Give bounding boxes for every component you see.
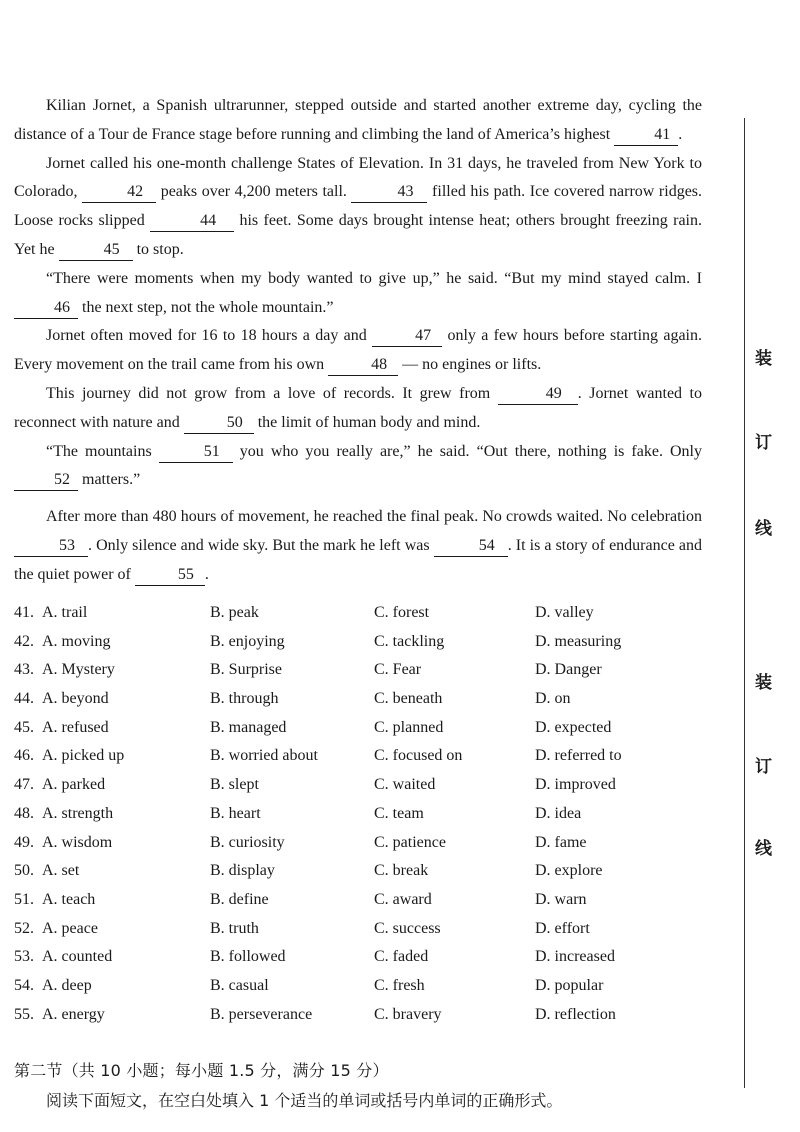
option-d: D. reflection [535, 1005, 616, 1023]
question-number: 50. [14, 862, 34, 880]
option-c: C. Fear [374, 661, 422, 679]
option-c: C. focused on [374, 747, 463, 765]
option-b: B. display [210, 862, 275, 880]
option-d: D. improved [535, 776, 616, 794]
blank-50: 50 [184, 413, 254, 434]
paragraph-3: “There were moments when my body wanted to give up,” he said. “But my mind stayed calm. I 46 the next step, not the whole mountain.” [14, 265, 702, 323]
binding-mark-2: 订 [755, 433, 772, 453]
option-a: A. counted [42, 948, 113, 966]
binding-mark-4: 装 [755, 673, 772, 693]
option-d: D. explore [535, 862, 603, 880]
option-row [14, 972, 714, 1001]
option-row [14, 742, 714, 771]
option-c: C. tackling [374, 632, 445, 650]
option-c: C. planned [374, 718, 444, 736]
question-number: 46. [14, 747, 34, 765]
section-title: 第二节（共 10 小题；每小题 1.5 分，满分 15 分） [14, 1061, 389, 1080]
option-c: C. forest [374, 604, 430, 621]
option-c: C. fresh [374, 976, 425, 994]
option-a: A. trail [42, 604, 88, 621]
option-d: D. referred to [535, 747, 622, 765]
question-number: 42. [14, 632, 34, 650]
question-number: 45. [14, 718, 34, 736]
question-number: 43. [14, 661, 34, 679]
cloze-passage [14, 92, 702, 590]
paragraph-5: This journey did not grow from a love of records. It grew from 49 . Jornet wanted to reconnect with nature and 50 the limit of human body and mind. [14, 380, 702, 438]
option-row [14, 771, 714, 800]
paragraph-2: Jornet called his one-month challenge States of Elevation. In 31 days, he traveled from New York to Colorado, 42 peaks over 4,200 meters tall. 43 filled his path. Ice covered narrow ridges. Loose rocks slipped 44 his feet. Some days brought intense heat; others brought freezing rain. Yet he 45 to stop. [14, 150, 702, 265]
option-b: B. curiosity [210, 833, 285, 851]
option-a: A. peace [42, 919, 98, 937]
binding-mark-6: 线 [755, 839, 772, 859]
option-b: B. through [210, 690, 279, 708]
option-c: C. success [374, 919, 441, 937]
question-number: 48. [14, 804, 34, 822]
binding-mark-3: 线 [755, 519, 772, 539]
question-number: 47. [14, 776, 34, 794]
paragraph-4: Jornet often moved for 16 to 18 hours a day and 47 only a few hours before starting again. Every movement on the trail came from his own 48 — no engines or lifts. [14, 322, 702, 380]
option-row [14, 857, 714, 886]
option-row [14, 829, 714, 858]
option-c: C. award [374, 890, 432, 908]
blank-43: 43 [351, 182, 427, 203]
option-c: C. patience [374, 833, 446, 851]
option-b: B. define [210, 890, 269, 908]
option-c: C. waited [374, 776, 436, 794]
section-instruction: 阅读下面短文，在空白处填入 1 个适当的单词或括号内单词的正确形式。 [46, 1091, 563, 1110]
option-a: A. Mystery [42, 661, 115, 679]
question-number: 55. [14, 1005, 34, 1023]
blank-44: 44 [150, 211, 234, 232]
option-a: A. parked [42, 776, 106, 794]
option-b: B. heart [210, 804, 261, 822]
option-d: D. expected [535, 718, 612, 736]
option-d: D. measuring [535, 632, 622, 650]
option-c: C. beneath [374, 690, 443, 708]
option-a: A. refused [42, 718, 109, 736]
option-c: C. team [374, 804, 424, 822]
paragraph-6: “The mountains 51 you who you really are,” he said. “Out there, nothing is fake. Only 52 matters.” [14, 438, 702, 496]
option-b: B. Surprise [210, 661, 282, 679]
blank-51: 51 [159, 442, 233, 463]
option-a: A. set [42, 862, 80, 880]
option-row [14, 800, 714, 829]
option-b: B. worried about [210, 747, 318, 765]
option-a: A. energy [42, 1005, 105, 1023]
blank-48: 48 [328, 355, 398, 376]
blank-53: 53 [14, 536, 88, 557]
question-number: 54. [14, 976, 34, 994]
binding-mark-1: 装 [755, 349, 772, 369]
blank-46: 46 [14, 298, 78, 319]
option-c: C. break [374, 862, 429, 880]
option-a: A. teach [42, 890, 96, 908]
option-b: B. enjoying [210, 632, 285, 650]
option-b: B. managed [210, 718, 287, 736]
option-d: D. valley [535, 604, 594, 621]
answer-options [14, 599, 714, 1029]
option-row [14, 1001, 714, 1030]
option-b: B. casual [210, 976, 269, 994]
option-b: B. perseverance [210, 1005, 313, 1023]
question-number: 51. [14, 890, 34, 908]
option-b: B. followed [210, 948, 286, 966]
option-d: D. idea [535, 804, 582, 822]
option-row [14, 943, 714, 972]
option-d: D. on [535, 690, 571, 708]
option-b: B. slept [210, 776, 259, 794]
blank-54: 54 [434, 536, 508, 557]
option-d: D. Danger [535, 661, 602, 679]
question-number: 52. [14, 919, 34, 937]
option-c: C. faded [374, 948, 429, 966]
option-row [14, 915, 714, 944]
option-row [14, 714, 714, 743]
option-d: D. popular [535, 976, 604, 994]
option-a: A. picked up [42, 747, 125, 765]
option-a: A. wisdom [42, 833, 113, 851]
blank-42: 42 [82, 182, 156, 203]
option-row [14, 685, 714, 714]
option-a: A. strength [42, 804, 114, 822]
option-d: D. increased [535, 948, 615, 966]
question-number: 41. [14, 604, 34, 621]
paragraph-1: Kilian Jornet, a Spanish ultrarunner, stepped outside and started another extreme day, cycling the distance of a Tour de France stage before running and climbing the land of America’s highest 41 . [14, 92, 702, 150]
blank-41: 41 [614, 125, 678, 146]
blank-49: 49 [498, 384, 578, 405]
option-d: D. fame [535, 833, 587, 851]
blank-55: 55 [135, 565, 205, 586]
binding-line [744, 118, 745, 1088]
option-b: B. peak [210, 604, 259, 621]
option-a: A. deep [42, 976, 92, 994]
blank-45: 45 [59, 240, 133, 261]
option-row [14, 656, 714, 685]
blank-52: 52 [14, 470, 78, 491]
option-row [14, 886, 714, 915]
option-row [14, 599, 714, 628]
blank-47: 47 [372, 326, 442, 347]
option-row [14, 628, 714, 657]
question-number: 44. [14, 690, 34, 708]
question-number: 49. [14, 833, 34, 851]
option-b: B. truth [210, 919, 259, 937]
option-a: A. moving [42, 632, 111, 650]
paragraph-7: After more than 480 hours of movement, he reached the final peak. No crowds waited. No celebration 53 . Only silence and wide sky. But the mark he left was 54 . It is a story of endurance and the quiet power of 55 . [14, 503, 702, 589]
option-d: D. warn [535, 890, 587, 908]
binding-mark-5: 订 [755, 757, 772, 777]
option-a: A. beyond [42, 690, 109, 708]
option-c: C. bravery [374, 1005, 442, 1023]
option-d: D. effort [535, 919, 590, 937]
question-number: 53. [14, 948, 34, 966]
